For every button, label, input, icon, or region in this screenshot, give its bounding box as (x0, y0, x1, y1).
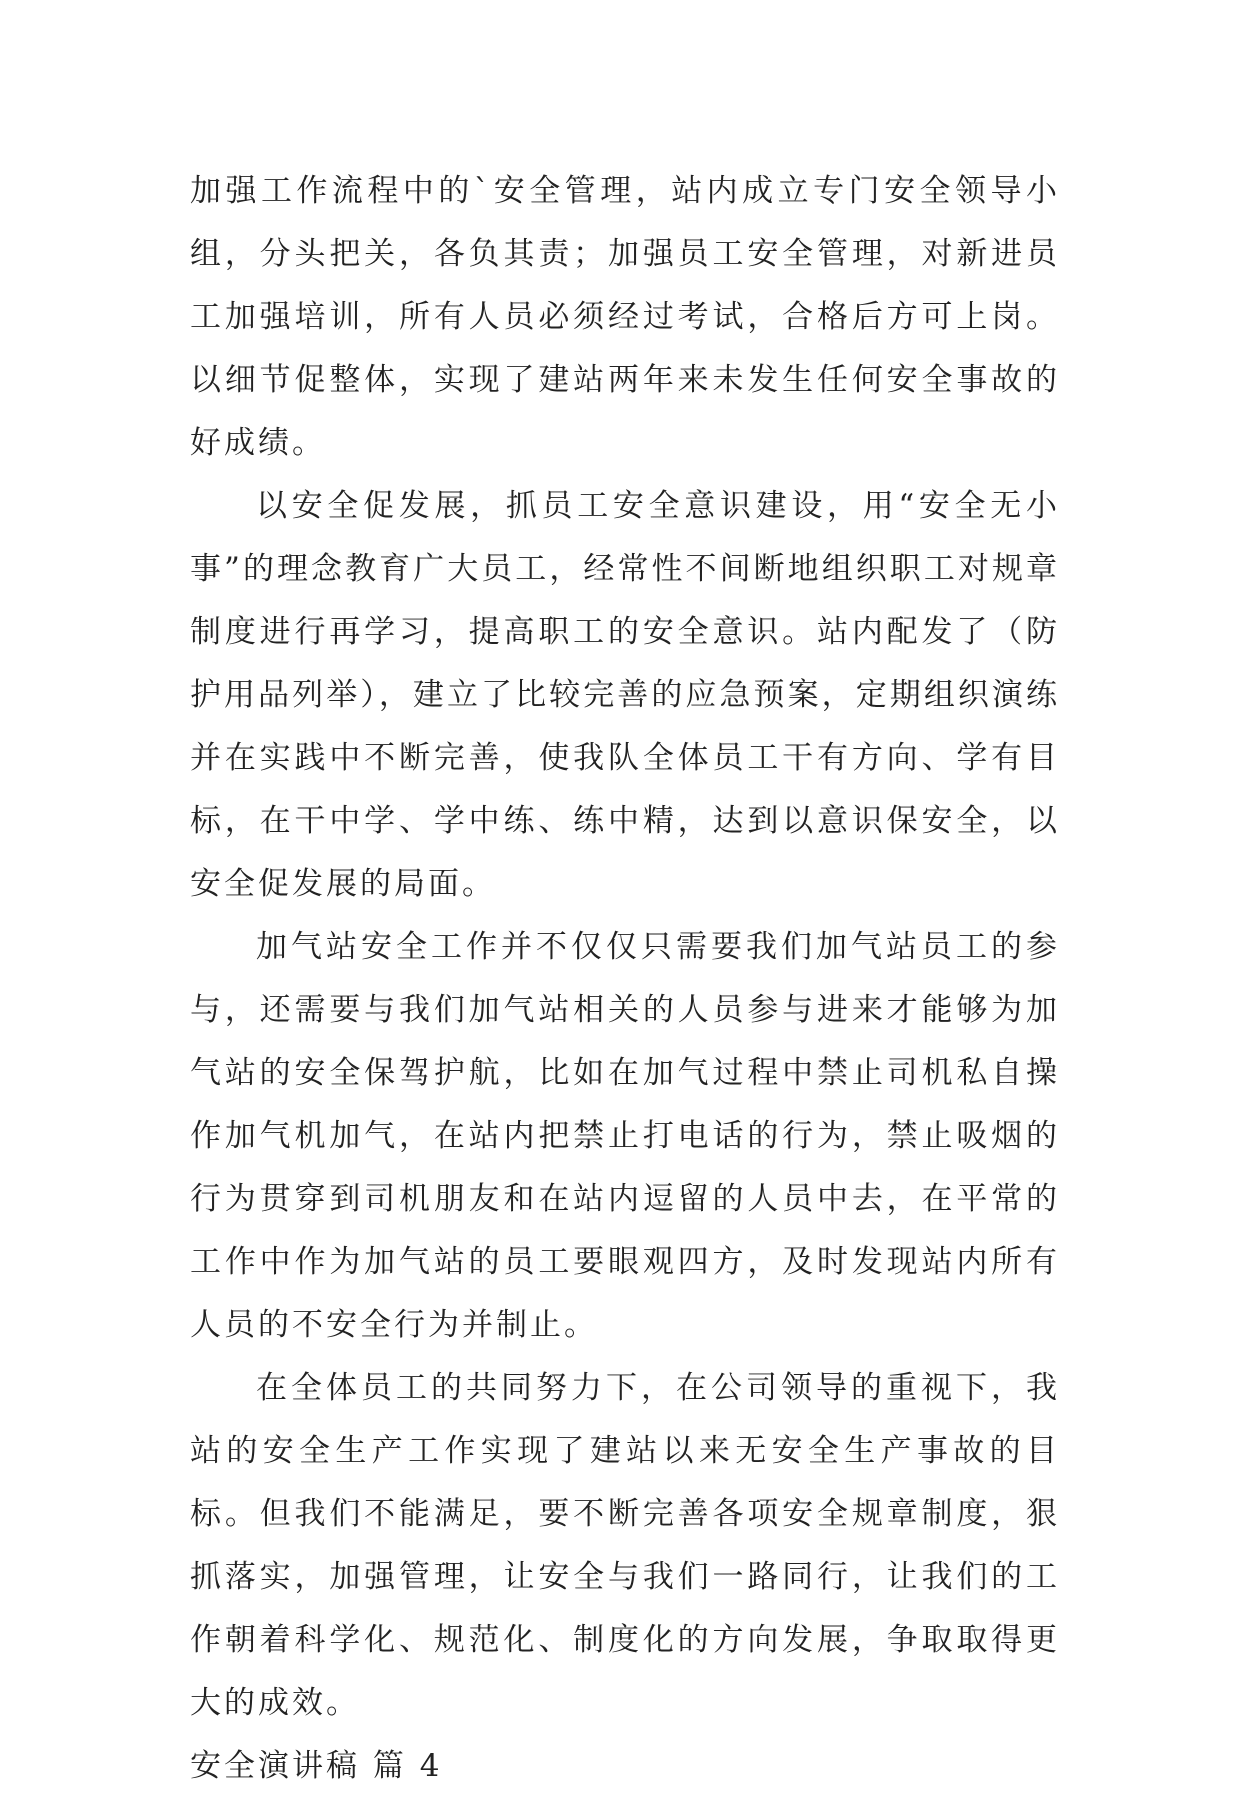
document-body (190, 160, 1060, 1798)
paragraph-3: 加气站安全工作并不仅仅只需要我们加气站员工的参与，还需要与我们加气站相关的人员参与进来才能够为加气站的安全保驾护航，比如在加气过程中禁止司机私自操作加气机加气，在站内把禁止打电话的行为，禁止吸烟的行为贯穿到司机朋友和在站内逗留的人员中去，在平常的工作中作为加气站的员工要眼观四方，及时发现站内所有人员的不安全行为并制止。 (190, 929, 1060, 1343)
paragraph-1: 加强工作流程中的`安全管理，站内成立专门安全领导小组，分头把关，各负其责；加强员工安全管理，对新进员工加强培训，所有人员必须经过考试，合格后方可上岗。以细节促整体，实现了建站两年来未发生任何安全事故的好成绩。 (190, 173, 1060, 461)
paragraph-4: 在全体员工的共同努力下，在公司领导的重视下，我站的安全生产工作实现了建站以来无安全生产事故的目标。但我们不能满足，要不断完善各项安全规章制度，狠抓落实，加强管理，让安全与我们一路同行，让我们的工作朝着科学化、规范化、制度化的方向发展，争取取得更大的成效。 (190, 1370, 1060, 1721)
paragraph-2: 以安全促发展，抓员工安全意识建设，用“安全无小事”的理念教育广大员工，经常性不间断地组织职工对规章制度进行再学习，提高职工的安全意识。站内配发了（防护用品列举），建立了比较完善的应急预案，定期组织演练并在实践中不断完善，使我队全体员工干有方向、学有目标，在干中学、学中练、练中精，达到以意识保安全，以安全促发展的局面。 (190, 488, 1060, 902)
section-heading: 安全演讲稿 篇 4 (190, 1748, 443, 1784)
